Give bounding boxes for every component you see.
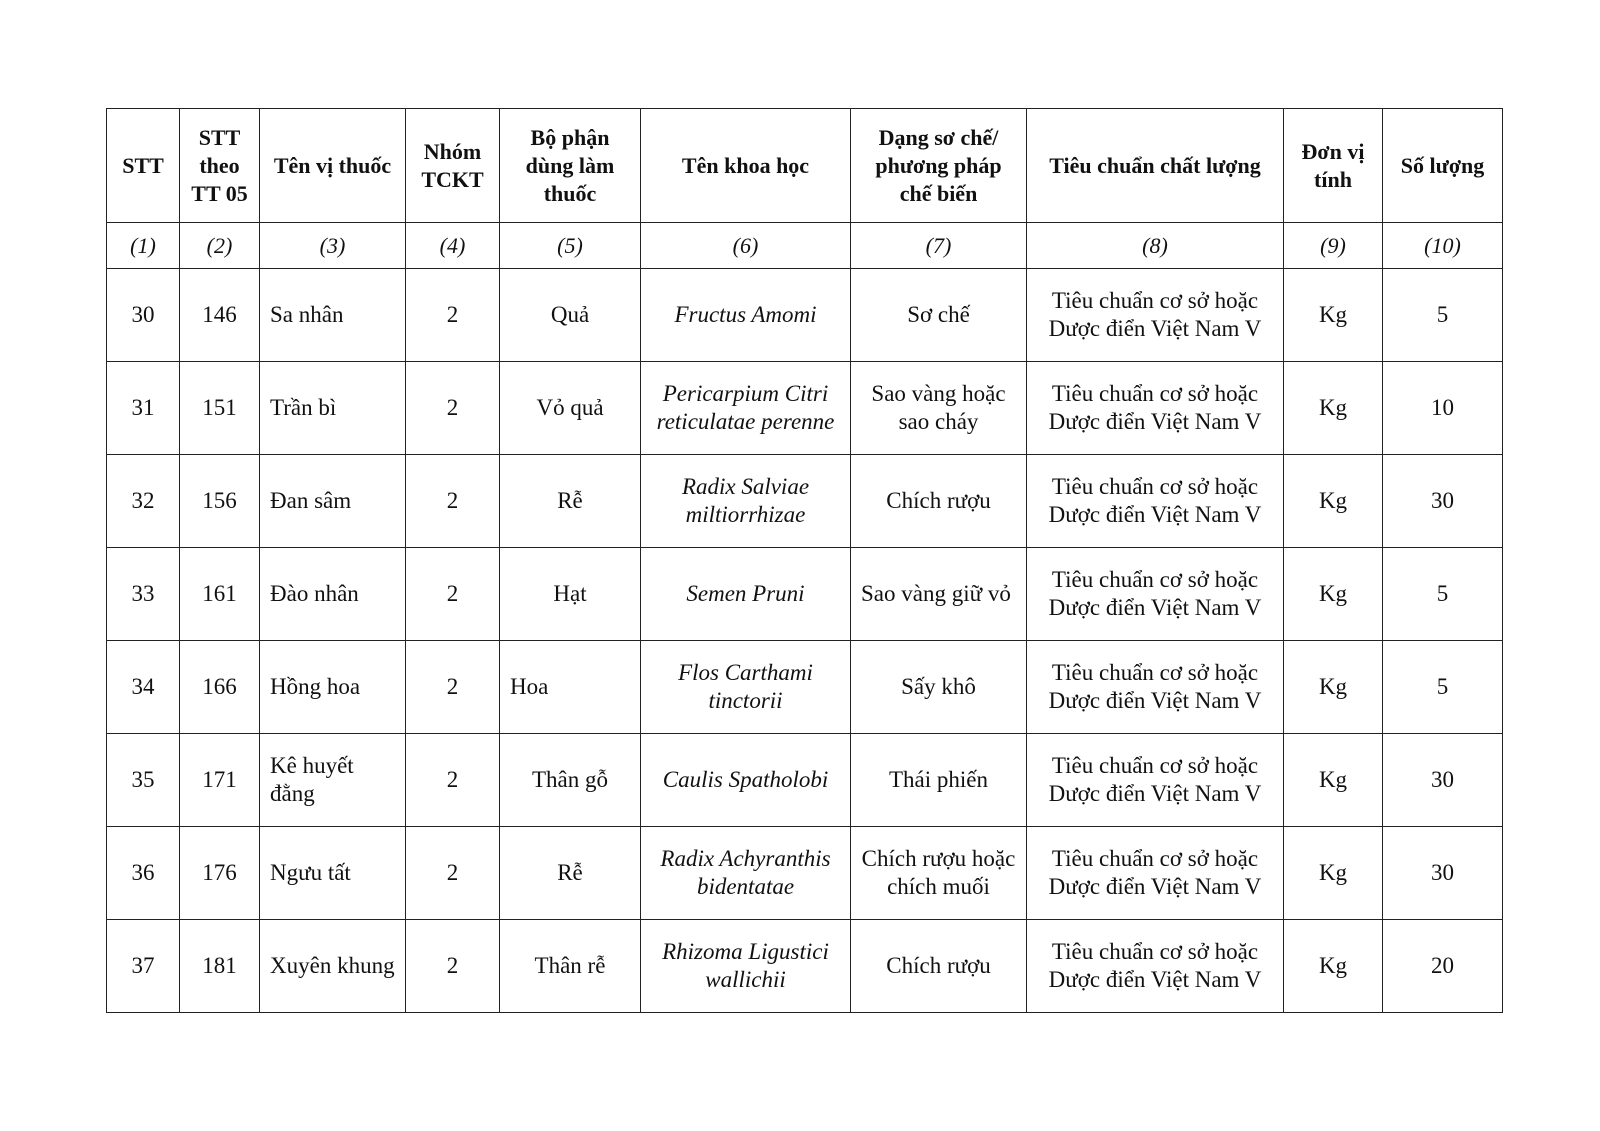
column-number: (3) [260,223,406,269]
cell-standard: Tiêu chuẩn cơ sở hoặc Dược điển Việt Nam V [1027,362,1284,455]
cell-quantity: 30 [1383,734,1503,827]
cell-processing: Chích rượu [851,455,1027,548]
header-stt-tt05: STT theo TT 05 [180,109,260,223]
cell-stt-tt05: 151 [180,362,260,455]
cell-stt-tt05: 146 [180,269,260,362]
cell-group: 2 [406,920,500,1013]
table-row [107,734,1503,827]
column-number: (1) [107,223,180,269]
cell-unit: Kg [1284,920,1383,1013]
cell-processing: Chích rượu hoặc chích muối [851,827,1027,920]
table-row [107,920,1503,1013]
cell-quantity: 30 [1383,827,1503,920]
header-row [107,109,1503,223]
column-number: (4) [406,223,500,269]
cell-stt-tt05: 156 [180,455,260,548]
cell-standard: Tiêu chuẩn cơ sở hoặc Dược điển Việt Nam V [1027,641,1284,734]
cell-unit: Kg [1284,734,1383,827]
cell-scientific-name: Caulis Spatholobi [641,734,851,827]
table-row [107,362,1503,455]
cell-unit: Kg [1284,548,1383,641]
cell-group: 2 [406,362,500,455]
column-number-row [107,223,1503,269]
cell-processing: Sơ chế [851,269,1027,362]
cell-stt: 36 [107,827,180,920]
table-row [107,548,1503,641]
cell-unit: Kg [1284,827,1383,920]
cell-name: Đan sâm [260,455,406,548]
header-scientific-name: Tên khoa học [641,109,851,223]
header-name: Tên vị thuốc [260,109,406,223]
cell-name: Trần bì [260,362,406,455]
cell-stt: 34 [107,641,180,734]
column-number: (6) [641,223,851,269]
cell-stt: 37 [107,920,180,1013]
cell-name: Hồng hoa [260,641,406,734]
column-number: (10) [1383,223,1503,269]
cell-part: Hoa [500,641,641,734]
cell-unit: Kg [1284,269,1383,362]
cell-processing: Thái phiến [851,734,1027,827]
cell-standard: Tiêu chuẩn cơ sở hoặc Dược điển Việt Nam V [1027,269,1284,362]
table-row [107,827,1503,920]
header-unit: Đơn vị tính [1284,109,1383,223]
cell-processing: Sấy khô [851,641,1027,734]
cell-part: Vỏ quả [500,362,641,455]
table-row [107,641,1503,734]
cell-quantity: 10 [1383,362,1503,455]
cell-standard: Tiêu chuẩn cơ sở hoặc Dược điển Việt Nam V [1027,548,1284,641]
cell-group: 2 [406,455,500,548]
cell-stt-tt05: 171 [180,734,260,827]
cell-name: Sa nhân [260,269,406,362]
herbal-medicine-table [106,108,1503,1013]
cell-group: 2 [406,827,500,920]
table-row [107,455,1503,548]
cell-standard: Tiêu chuẩn cơ sở hoặc Dược điển Việt Nam V [1027,734,1284,827]
cell-stt-tt05: 181 [180,920,260,1013]
cell-stt-tt05: 166 [180,641,260,734]
cell-processing: Sao vàng hoặc sao cháy [851,362,1027,455]
cell-scientific-name: Radix Achyranthis bidentatae [641,827,851,920]
cell-quantity: 20 [1383,920,1503,1013]
table-row [107,269,1503,362]
cell-quantity: 5 [1383,641,1503,734]
header-stt: STT [107,109,180,223]
cell-name: Đào nhân [260,548,406,641]
cell-name: Kê huyết đằng [260,734,406,827]
cell-stt-tt05: 161 [180,548,260,641]
header-quantity: Số lượng [1383,109,1503,223]
cell-scientific-name: Rhizoma Ligustici wallichii [641,920,851,1013]
cell-scientific-name: Pericarpium Citri reticulatae perenne [641,362,851,455]
header-group: Nhóm TCKT [406,109,500,223]
cell-unit: Kg [1284,455,1383,548]
cell-standard: Tiêu chuẩn cơ sở hoặc Dược điển Việt Nam V [1027,827,1284,920]
cell-quantity: 5 [1383,548,1503,641]
cell-stt: 33 [107,548,180,641]
cell-processing: Chích rượu [851,920,1027,1013]
cell-stt-tt05: 176 [180,827,260,920]
cell-group: 2 [406,269,500,362]
cell-unit: Kg [1284,641,1383,734]
cell-part: Thân gỗ [500,734,641,827]
cell-scientific-name: Flos Carthami tinctorii [641,641,851,734]
cell-quantity: 30 [1383,455,1503,548]
cell-name: Xuyên khung [260,920,406,1013]
cell-part: Quả [500,269,641,362]
cell-scientific-name: Radix Salviae miltiorrhizae [641,455,851,548]
cell-scientific-name: Semen Pruni [641,548,851,641]
cell-group: 2 [406,641,500,734]
header-part: Bộ phận dùng làm thuốc [500,109,641,223]
cell-standard: Tiêu chuẩn cơ sở hoặc Dược điển Việt Nam V [1027,455,1284,548]
cell-group: 2 [406,548,500,641]
cell-standard: Tiêu chuẩn cơ sở hoặc Dược điển Việt Nam V [1027,920,1284,1013]
cell-part: Rễ [500,827,641,920]
cell-processing: Sao vàng giữ vỏ [851,548,1027,641]
cell-scientific-name: Fructus Amomi [641,269,851,362]
cell-stt: 30 [107,269,180,362]
cell-part: Hạt [500,548,641,641]
cell-unit: Kg [1284,362,1383,455]
cell-stt: 35 [107,734,180,827]
header-processing: Dạng sơ chế/ phương pháp chế biến [851,109,1027,223]
cell-stt: 31 [107,362,180,455]
column-number: (8) [1027,223,1284,269]
column-number: (2) [180,223,260,269]
column-number: (7) [851,223,1027,269]
cell-quantity: 5 [1383,269,1503,362]
cell-part: Thân rễ [500,920,641,1013]
column-number: (5) [500,223,641,269]
cell-name: Ngưu tất [260,827,406,920]
cell-group: 2 [406,734,500,827]
column-number: (9) [1284,223,1383,269]
cell-part: Rễ [500,455,641,548]
cell-stt: 32 [107,455,180,548]
header-standard: Tiêu chuẩn chất lượng [1027,109,1284,223]
